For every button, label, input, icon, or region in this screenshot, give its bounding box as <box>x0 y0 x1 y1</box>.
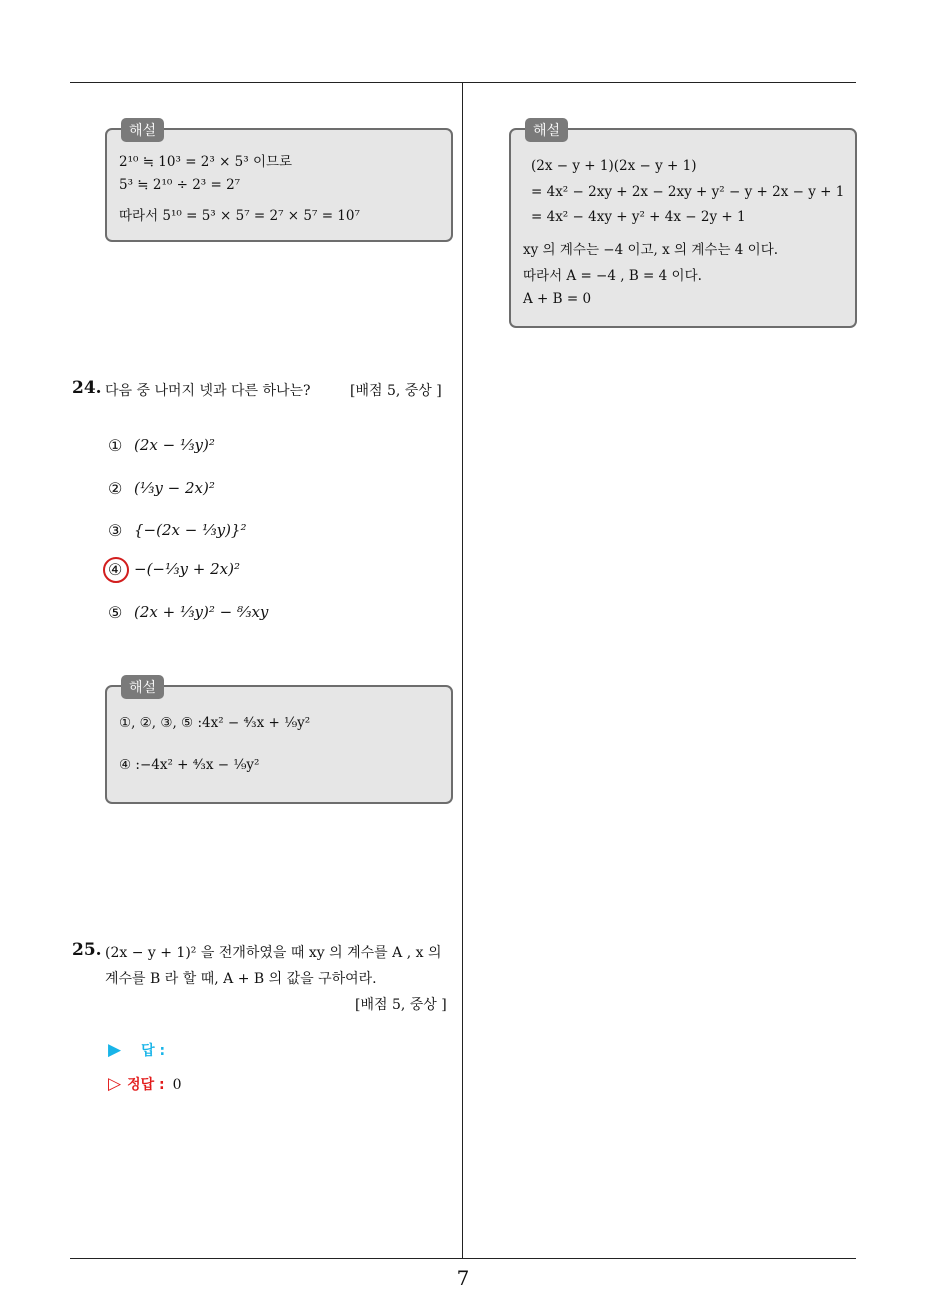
solution-box-24 <box>105 680 453 804</box>
choice-expression: (2x + ⅓y)² − ⁸⁄₃xy <box>134 603 269 621</box>
solution-line: 따라서 5¹⁰ = 5³ × 5⁷ = 2⁷ × 5⁷ = 10⁷ <box>119 208 360 224</box>
bottom-rule <box>70 1258 856 1259</box>
question-text: 다음 중 나머지 넷과 다른 하나는? <box>105 383 311 399</box>
choice-mark[interactable]: ① <box>108 436 123 455</box>
play-arrow-icon: ▶ <box>108 1040 122 1060</box>
solution-line: xy 의 계수는 −4 이고, x 의 계수는 4 이다. <box>523 242 779 258</box>
choice-mark[interactable]: ③ <box>108 521 123 540</box>
choice-expression: (⅓y − 2x)² <box>134 479 215 497</box>
solution-tag: 해설 <box>121 675 164 699</box>
correct-answer-row <box>108 1074 182 1094</box>
solution-line: = 4x² − 4xy + y² + 4x − 2y + 1 <box>531 209 746 225</box>
solution-line: (2x − y + 1)(2x − y + 1) <box>531 158 697 174</box>
solution-line: 2¹⁰ ≒ 10³ = 2³ × 5³ 이므로 <box>119 154 293 170</box>
solution-tag: 해설 <box>121 118 164 142</box>
solution-line: 따라서 A = −4 , B = 4 이다. <box>523 268 702 284</box>
question-number: 25. <box>72 940 102 960</box>
solution-box-25 <box>509 123 857 328</box>
solution-line: ①, ②, ③, ⑤ :4x² − ⁴⁄₃x + ¹⁄₉y² <box>119 715 311 731</box>
choice-mark[interactable]: ② <box>108 479 123 498</box>
solution-line: 5³ ≒ 2¹⁰ ÷ 2³ = 2⁷ <box>119 177 241 193</box>
page-number: 7 <box>456 1266 470 1290</box>
answer-label: 답 : <box>141 1043 166 1059</box>
solution-line: ④ :−4x² + ⁴⁄₃x − ¹⁄₉y² <box>119 757 260 773</box>
top-rule <box>70 82 856 83</box>
question-score: [배점 5, 중상 ] <box>355 997 447 1013</box>
choice-mark[interactable]: ⑤ <box>108 603 123 622</box>
question-score: [배점 5, 중상 ] <box>350 383 442 399</box>
choice-mark[interactable]: ④ <box>108 560 123 579</box>
solution-line: = 4x² − 2xy + 2x − 2xy + y² − y + 2x − y + 1 <box>531 184 845 200</box>
question-number: 24. <box>72 378 102 398</box>
question-text: 계수를 B 라 할 때, A + B 의 값을 구하여라. <box>105 971 377 987</box>
choice-expression: (2x − ⅓y)² <box>134 436 215 454</box>
correct-answer-value: 0 <box>172 1077 182 1093</box>
correct-answer-label: 정답 : <box>127 1077 165 1093</box>
answer-row <box>108 1040 165 1060</box>
choice-expression: {−(2x − ⅓y)}² <box>134 521 247 539</box>
choice-expression: −(−⅓y + 2x)² <box>134 560 240 578</box>
question-text: (2x − y + 1)² 을 전개하였을 때 xy 의 계수를 A , x 의 <box>105 945 442 961</box>
outline-arrow-icon: ▷ <box>108 1074 122 1094</box>
column-divider <box>462 83 463 1258</box>
solution-box-23 <box>105 123 453 242</box>
solution-tag: 해설 <box>525 118 568 142</box>
solution-line: A + B = 0 <box>523 291 592 307</box>
